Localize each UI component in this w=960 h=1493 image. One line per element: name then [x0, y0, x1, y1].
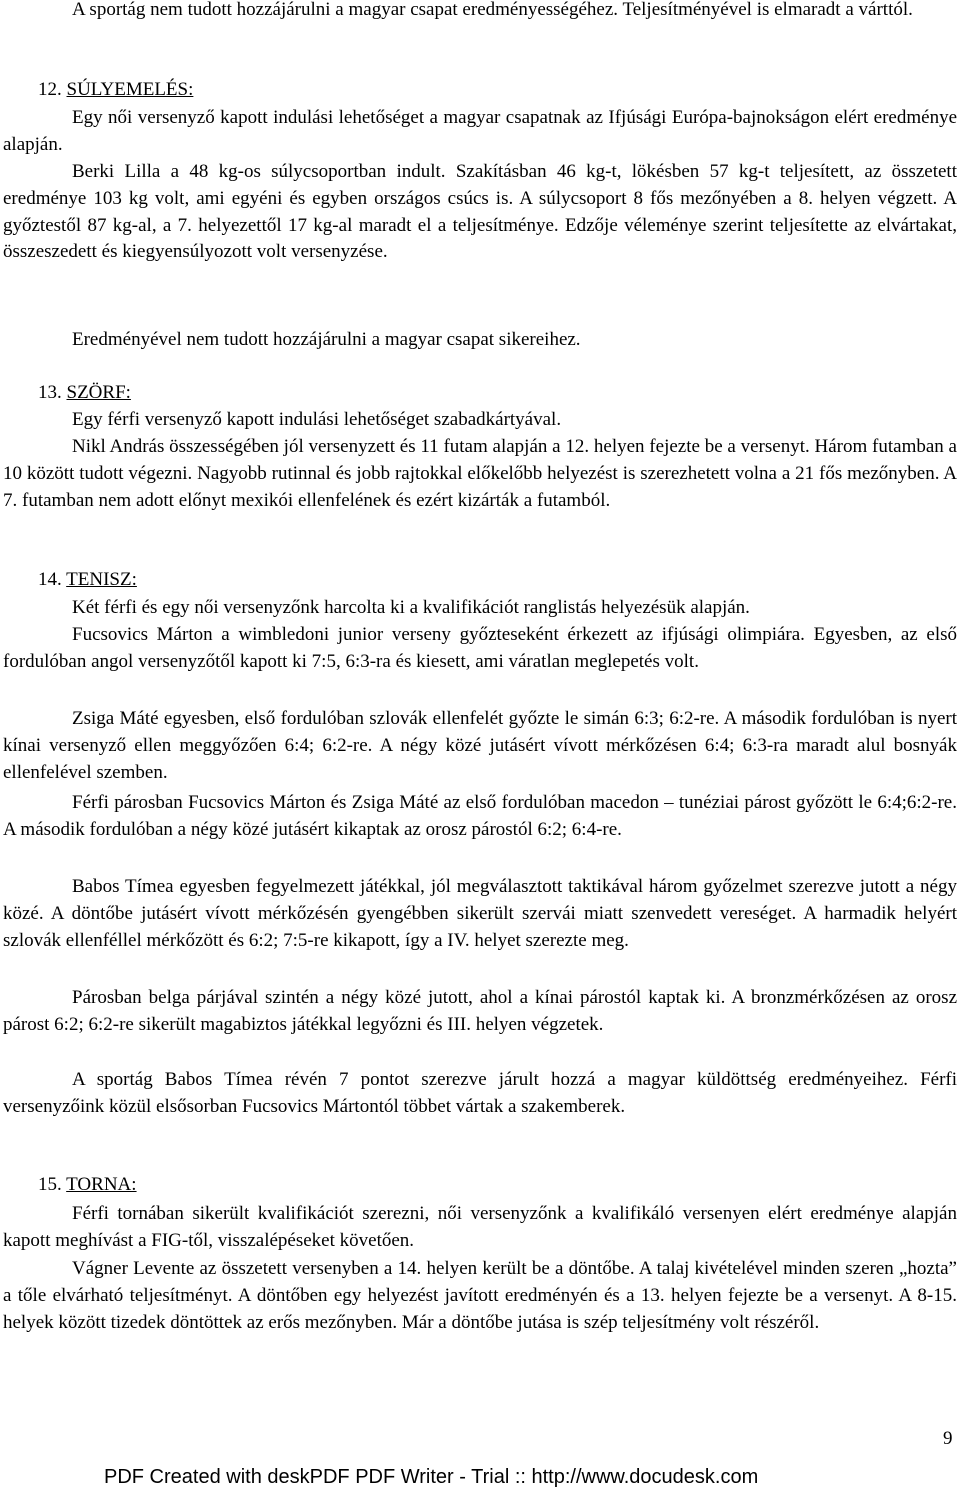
paragraph: Zsiga Máté egyesben, első fordulóban szlovák ellenfelét győzte le simán 6:3; 6:2-re. A második fordulóban is nyert kínai versenyző ellen meggyőzően 6:4; 6:2-re. A négy közé jutásért vívott mérkőzésen 6:4; 6:3-ra maradt alul bosnyák ellenfelével szemben. [3, 708, 957, 783]
paragraph: Egy női versenyző kapott indulási lehetőséget a magyar csapatnak az Ifjúsági Európa-bajnokságon elért eredménye alapján. [3, 107, 957, 155]
section-heading-13 [38, 380, 131, 407]
paragraph: Nikl András összességében jól versenyzett és 11 futam alapján a 12. helyen fejezte be a versenyt. Három futamban a 10 között tudott végezni. Nagyobb rutinnal és jobb rajtokkal előkelőbb helyezést is szerezhetett volna a 21 fős mezőnyben. A 7. futamban nem adott előnyt mexikói ellenfelének és ezért kizárták a futamból. [3, 436, 957, 511]
section-number: 15. [38, 1174, 62, 1195]
section-number: 13. [38, 382, 62, 403]
paragraph: A sportág nem tudott hozzájárulni a magyar csapat eredményességéhez. Teljesítményével is elmaradt a várttól. [72, 0, 913, 20]
paragraph: Eredményével nem tudott hozzájárulni a magyar csapat sikereihez. [72, 329, 581, 350]
section-heading-14 [38, 567, 137, 594]
pdf-footer: PDF Created with deskPDF PDF Writer - Trial :: http://www.docudesk.com [104, 1466, 759, 1488]
paragraph: Párosban belga párjával szintén a négy közé jutott, ahol a kínai párostól kaptak ki. A bronzmérkőzésen az orosz párost 6:2; 6:2-re sikerült magabiztos játékkal legyőzni és III. helyen végzetek. [3, 987, 957, 1035]
paragraph: Vágner Levente az összetett versenyben a 14. helyen került be a döntőbe. A talaj kivételével minden szeren „hozta” a tőle elvárható teljesítményt. A döntőben egy helyezést javított eredményén és a 13. helyen fejezte be a versenyt. A 8-15. helyek között tizedek döntöttek az erős mezőnyben. Már a döntőbe jutása is szép teljesítmény volt részéről. [3, 1258, 957, 1333]
section-number: 14. [38, 569, 62, 590]
paragraph: Egy férfi versenyző kapott indulási lehetőséget szabadkártyával. [72, 409, 562, 430]
section-title: SÚLYEMELÉS: [66, 79, 194, 100]
paragraph: Férfi párosban Fucsovics Márton és Zsiga Máté az első fordulóban macedon – tunéziai párost győzött le 6:4;6:2-re. A második fordulóban a négy közé jutásért kikaptak az orosz párostól 6:2; 6:4-re. [3, 792, 957, 840]
section-heading-12 [38, 77, 193, 104]
section-title: SZÖRF: [66, 382, 131, 403]
paragraph: A sportág Babos Tímea révén 7 pontot szerezve járult hozzá a magyar küldöttség eredményeihez. Férfi versenyzőink közül elsősorban Fucsovics Mártontól többet vártak a szakemberek. [3, 1069, 957, 1117]
paragraph: Két férfi és egy női versenyzőnk harcolta ki a kvalifikációt ranglistás helyezésük alapján. [72, 597, 750, 618]
paragraph: Babos Tímea egyesben fegyelmezett játékkal, jól megválasztott taktikával három győzelmet szerezve jutott a négy közé. A döntőbe jutásért vívott mérkőzésén gyengébben sikerült szervái miatt szenvedett vereséget. A harmadik helyért szlovák ellenféllel mérkőzött és 6:2; 7:5-re kikapott, így a IV. helyet szerezte meg. [3, 876, 957, 951]
section-number: 12. [38, 79, 62, 100]
section-title: TENISZ: [66, 569, 137, 590]
paragraph: Berki Lilla a 48 kg-os súlycsoportban indult. Szakításban 46 kg-t, lökésben 57 kg-t teljesített, az összetett eredménye 103 kg volt, ami egyéni és egyben országos csúcs is. A súlycsoport 8 fős mezőnyében a 8. helyen végzett. A győztestől 87 kg-al, a 7. helyezettől 17 kg-al maradt el a teljesítménye. Edzője véleménye szerint teljesítette az elvártakat, összeszedett és kiegyensúlyozott volt versenyzése. [3, 161, 957, 263]
page-number: 9 [943, 1428, 953, 1449]
section-title: TORNA: [66, 1174, 137, 1195]
paragraph: Fucsovics Márton a wimbledoni junior verseny győzteseként érkezett az ifjúsági olimpiára. Egyesben, az első fordulóban angol versenyzőtől kapott ki 7:5, 6:3-ra és kiesett, ami váratlan meglepetés volt. [3, 624, 957, 672]
paragraph: Férfi tornában sikerült kvalifikációt szerezni, női versenyzőnk a kvalifikáló versenyen elért eredménye alapján kapott meghívást a FIG-től, visszalépéseket követően. [3, 1203, 957, 1251]
section-heading-15 [38, 1172, 137, 1199]
